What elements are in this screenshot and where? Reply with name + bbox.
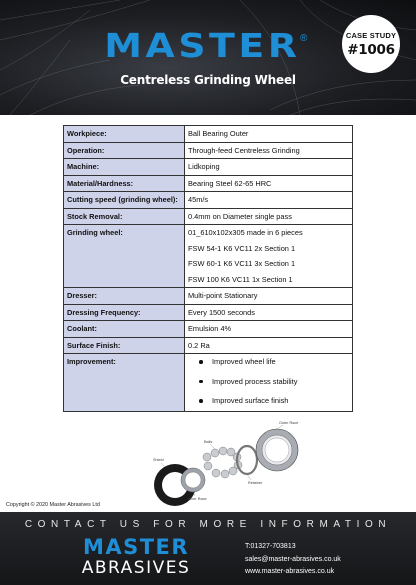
row-value: 45m/s [185, 192, 353, 209]
table-row [64, 208, 353, 225]
row-value-bullets [185, 354, 353, 412]
row-label: Cutting speed (grinding wheel): [64, 192, 185, 209]
master-abrasives-logo [66, 536, 206, 584]
footer-logo-line1: MASTER [82, 535, 190, 559]
table-row [64, 175, 353, 192]
row-label: Material/Hardness: [64, 175, 185, 192]
registered-mark: ® [300, 33, 308, 44]
table-row [64, 288, 353, 305]
label-retainer: Retainer [248, 481, 263, 485]
row-value: Through-feed Centreless Grinding [185, 142, 353, 159]
website-link[interactable]: www.master-abrasives.co.uk [245, 568, 335, 575]
row-value: Lidkoping [185, 159, 353, 176]
row-value-multiline [185, 225, 353, 288]
badge-number: #1006 [347, 41, 395, 58]
specification-table [63, 125, 353, 412]
row-value: Ball Bearing Outer [185, 126, 353, 143]
inner-race [181, 468, 205, 492]
list-item: Improved surface finish [198, 395, 349, 407]
table-row [64, 337, 353, 354]
row-label: Operation: [64, 142, 185, 159]
improvement-list [188, 356, 349, 407]
row-label: Dresser: [64, 288, 185, 305]
outer-race [256, 429, 298, 471]
label-inner-race: Inner Race [188, 497, 207, 501]
row-value: Emulsion 4% [185, 321, 353, 338]
grinding-wheel-line: FSW 54-1 K6 VC11 2x Section 1 [188, 243, 296, 253]
footer-logo-line2: ABRASIVES [81, 558, 191, 578]
row-label: Coolant: [64, 321, 185, 338]
row-value: 0.2 Ra [185, 337, 353, 354]
table-row [64, 142, 353, 159]
row-label: Grinding wheel: [64, 225, 185, 288]
row-label: Surface Finish: [64, 337, 185, 354]
logo-wordmark: MASTER [104, 26, 301, 65]
list-item: Improved process stability [198, 376, 349, 388]
label-balls: Balls [204, 440, 213, 444]
list-item: Improved wheel life [198, 356, 349, 368]
retainer [237, 446, 257, 474]
contact-footer [0, 512, 416, 585]
case-study-badge [342, 15, 400, 73]
header-banner [0, 0, 416, 115]
label-outer-race: Outer Race [279, 421, 299, 425]
grinding-wheel-line: FSW 100 K6 VC11 1x Section 1 [188, 274, 293, 284]
row-label: Dressing Frequency: [64, 304, 185, 321]
table-row [64, 192, 353, 209]
contact-details [245, 541, 341, 579]
master-logo [100, 26, 308, 65]
row-label: Stock Removal: [64, 208, 185, 225]
table-row [64, 159, 353, 176]
table-row [64, 126, 353, 143]
bearing-exploded-diagram [145, 420, 355, 510]
grinding-wheel-line: FSW 60-1 K6 VC11 3x Section 1 [188, 259, 296, 268]
copyright-notice: Copyright © 2020 Master Abrasives Ltd [6, 502, 100, 508]
row-label: Improvement: [64, 354, 185, 412]
row-value: Bearing Steel 62-65 HRC [185, 175, 353, 192]
page-subtitle: Centreless Grinding Wheel [120, 73, 296, 87]
row-value: 0.4mm on Diameter single pass [185, 208, 353, 225]
row-value: Multi-point Stationary [185, 288, 353, 305]
table-row [64, 354, 353, 412]
table-row [64, 304, 353, 321]
badge-label: CASE STUDY [345, 30, 397, 40]
contact-heading: CONTACT US FOR MORE INFORMATION [24, 519, 392, 530]
row-value: Every 1500 seconds [185, 304, 353, 321]
row-label: Workpiece: [64, 126, 185, 143]
label-shield: Shield [153, 458, 164, 462]
grinding-wheel-line: 01_610x102x305 made in 6 pieces [188, 228, 303, 237]
phone-number: T:01327-703813 [245, 543, 296, 550]
row-label: Machine: [64, 159, 185, 176]
table-row [64, 225, 353, 288]
table-row [64, 321, 353, 338]
email-link[interactable]: sales@master-abrasives.co.uk [245, 555, 341, 563]
